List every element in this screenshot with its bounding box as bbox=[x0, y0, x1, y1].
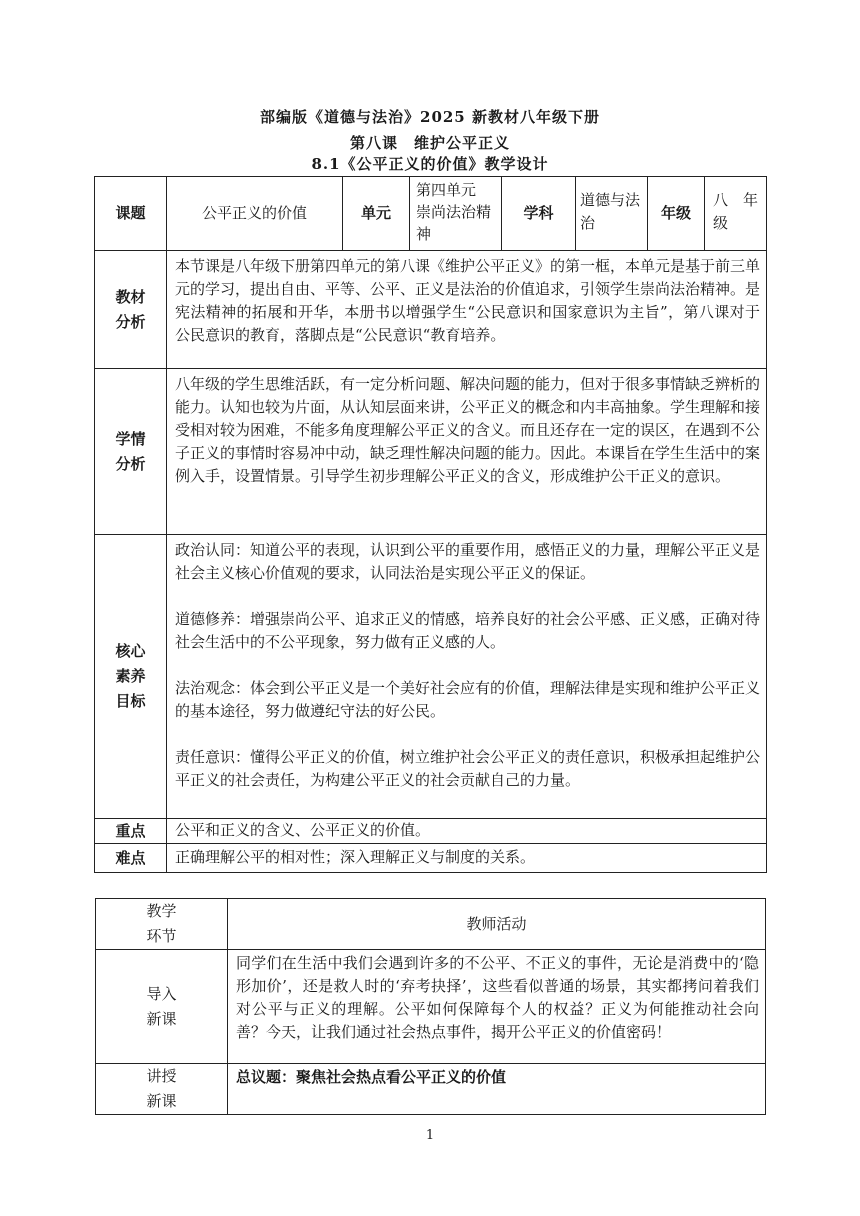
difficult-point-row bbox=[95, 844, 767, 873]
student-row bbox=[95, 369, 767, 535]
doc-title-line2: 第八课 维护公平正义 bbox=[349, 134, 510, 152]
key-point-label: 重点 bbox=[95, 819, 167, 844]
key-point-text: 公平和正义的含义、公平正义的价值。 bbox=[167, 819, 767, 844]
activity-lecture: 总议题：聚焦社会热点看公平正义的价值 bbox=[228, 1064, 766, 1115]
goals-row bbox=[95, 535, 767, 819]
stage-lecture-text: 讲授新课 bbox=[146, 1067, 177, 1110]
doc-title-line1: 部编版《道德与法治》2025 新教材八年级下册 bbox=[260, 108, 600, 126]
student-label-text: 学情分析 bbox=[115, 429, 146, 473]
student-text: 八年级的学生思维活跃，有一定分析问题、解决问题的能力，但对于很多事情缺乏辨析的能力。认知也较为片面，从认知层面来讲，公平正义的概念和内丰高抽象。学生理解和接受相对较为困难，不能多角度理解公平正义的含义。而且还存在一定的误区，在遇到不公子正义的事情时容易冲中动，缺乏理性解决问题的能力。因此。本课旨在学生生活中的案例入手，设置情景。引导学生初步理解公平正义的含义，形成维护公干正义的意识。 bbox=[167, 369, 767, 535]
info-row bbox=[95, 177, 767, 251]
doc-title-line3: 8.1《公平正义的价值》教学设计 bbox=[311, 155, 549, 173]
activity-header: 教师活动 bbox=[228, 899, 766, 950]
activity-intro: 同学们在生活中我们会遇到许多的不公平、不正义的事件，无论是消费中的‘隐形加价’，还是救人时的‘弃考抉择’，这些看似普通的场景，其实都拷问着我们对公平与正义的理解。公平如何保障每个人的权益？正义为何能推动社会向善？今天，让我们通过社会热点事件，揭开公平正义的价值密码！ bbox=[228, 950, 766, 1064]
material-text: 本节课是八年级下册第四单元的第八课《维护公平正义》的第一框，本单元是基于前三单元的学习，提出自由、平等、公平、正义是法治的价值追求，引领学生崇尚法治精神。是宪法精神的拓展和开华，本册书以增强学生“公民意识和国家意识为主旨”，第八课对于公民意识的教育，落脚点是“公民意识“教育培养。 bbox=[167, 251, 767, 369]
lesson-info-table bbox=[94, 176, 767, 873]
goal-political: 政治认同：知道公平的表现，认识到公平的重要作用，感悟正义的力量，理解公平正义是社会主义核心价值观的要求，认同法治是实现公平正义的保证。 bbox=[175, 541, 761, 582]
process-row-intro bbox=[96, 950, 766, 1064]
stage-lecture bbox=[96, 1064, 228, 1115]
stage-intro bbox=[96, 950, 228, 1064]
difficult-point-text: 正确理解公平的相对性；深入理解正义与制度的关系。 bbox=[167, 844, 767, 873]
teaching-process-table bbox=[95, 898, 766, 1115]
unit-label: 单元 bbox=[343, 177, 410, 251]
stage-intro-text: 导入新课 bbox=[146, 984, 177, 1028]
process-row-lecture bbox=[96, 1064, 766, 1115]
student-label bbox=[95, 369, 167, 535]
key-point-row bbox=[95, 819, 767, 844]
material-row bbox=[95, 251, 767, 369]
topic-label: 课题 bbox=[95, 177, 167, 251]
material-label-text: 教材分析 bbox=[115, 287, 146, 331]
subject-label: 学科 bbox=[502, 177, 576, 251]
goal-law: 法治观念：体会到公平正义是一个美好社会应有的价值，理解法律是实现和维护公平正义的基本途径，努力做遵纪守法的好公民。 bbox=[175, 679, 761, 720]
process-header-row bbox=[96, 899, 766, 950]
goals-label bbox=[95, 535, 167, 819]
goal-moral: 道德修养：增强崇尚公平、追求正义的情感，培养良好的社会公平感、正义感，正确对待社会生活中的不公平现象，努力做有正义感的人。 bbox=[175, 610, 761, 651]
goal-responsibility: 责任意识：懂得公平正义的价值，树立维护社会公平正义的责任意识，积极承担起维护公平正义的社会责任，为构建公平正义的社会贡献自己的力量。 bbox=[175, 748, 761, 789]
grade-value: 八 年级 bbox=[705, 177, 767, 251]
stage-header-text: 教学环节 bbox=[146, 902, 177, 945]
unit-value: 第四单元 崇尚法治精神 bbox=[410, 177, 502, 251]
stage-header bbox=[96, 899, 228, 950]
subject-value: 道德与法治 bbox=[576, 177, 648, 251]
page-number: 1 bbox=[425, 1128, 435, 1143]
topic-value: 公平正义的价值 bbox=[167, 177, 343, 251]
grade-label: 年级 bbox=[648, 177, 705, 251]
goals-cell bbox=[167, 535, 767, 819]
material-label bbox=[95, 251, 167, 369]
difficult-point-label: 难点 bbox=[95, 844, 167, 873]
goals-label-text: 核心素养目标 bbox=[115, 642, 146, 710]
